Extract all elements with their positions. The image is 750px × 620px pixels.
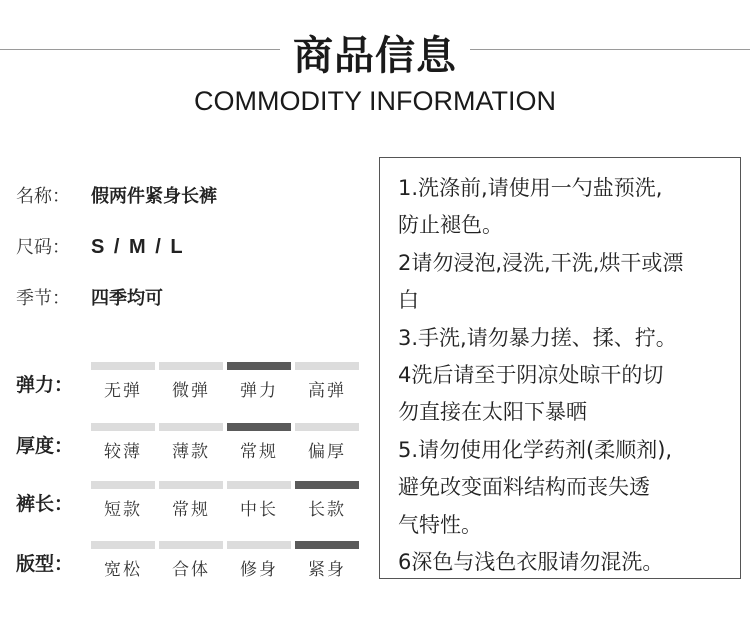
attr-option-label: 合体 bbox=[172, 560, 210, 580]
attr-option bbox=[159, 423, 223, 463]
attr-option bbox=[227, 362, 291, 402]
attr-option-label: 紧身 bbox=[308, 560, 346, 580]
attr-option bbox=[159, 481, 223, 521]
size-label: 尺码： bbox=[16, 237, 70, 258]
info-row-size bbox=[16, 233, 185, 259]
care-line: 3.手洗,请勿暴力搓、揉、拧。 bbox=[398, 325, 677, 350]
attr-option-label: 较薄 bbox=[104, 442, 142, 462]
attr-bar bbox=[227, 362, 291, 370]
attr-bar bbox=[159, 541, 223, 549]
attr-bar bbox=[91, 362, 155, 370]
care-line: 防止褪色。 bbox=[398, 213, 503, 238]
care-line: 6深色与浅色衣服请勿混洗。 bbox=[398, 550, 664, 575]
page-title: 商品信息 bbox=[293, 33, 457, 79]
attr-option-label: 薄款 bbox=[172, 442, 210, 462]
attr-bar bbox=[159, 423, 223, 431]
season-label: 季节： bbox=[16, 288, 70, 309]
attr-option-label: 无弹 bbox=[104, 381, 142, 401]
attr-option bbox=[295, 481, 359, 521]
attr-bar bbox=[295, 541, 359, 549]
care-instructions-box bbox=[379, 157, 741, 579]
attr-option-label: 微弹 bbox=[172, 381, 210, 401]
care-line: 1.洗涤前,请使用一勺盐预洗, bbox=[398, 176, 663, 200]
care-line: 5.请勿使用化学药剂(柔顺剂), bbox=[398, 437, 673, 462]
name-label: 名称： bbox=[16, 186, 70, 207]
season-value: 四季均可 bbox=[91, 288, 163, 309]
attr-bar bbox=[159, 362, 223, 370]
care-line: 白 bbox=[398, 288, 419, 313]
attr-bar bbox=[227, 423, 291, 431]
care-line: 气特性。 bbox=[398, 512, 482, 537]
attr-bar bbox=[295, 423, 359, 431]
attr-bar bbox=[159, 481, 223, 489]
attr-label: 弹力： bbox=[16, 374, 74, 396]
attr-option bbox=[295, 362, 359, 402]
attr-option-label: 常规 bbox=[240, 442, 278, 462]
attr-option bbox=[91, 423, 155, 463]
size-value: S / M / L bbox=[91, 236, 185, 258]
attr-option-label: 宽松 bbox=[104, 560, 142, 580]
attr-option-label: 弹力 bbox=[240, 381, 278, 401]
attr-bar bbox=[295, 481, 359, 489]
attr-bar bbox=[227, 541, 291, 549]
attr-option-label: 高弹 bbox=[308, 381, 346, 401]
attr-option-label: 修身 bbox=[240, 560, 278, 580]
header-divider-right bbox=[470, 49, 750, 50]
attr-label: 厚度： bbox=[16, 435, 74, 457]
attr-bar bbox=[227, 481, 291, 489]
attr-option-label: 中长 bbox=[240, 500, 278, 520]
header-divider-left bbox=[0, 49, 280, 50]
name-value: 假两件紧身长裤 bbox=[91, 186, 217, 207]
page-subtitle: COMMODITY INFORMATION bbox=[194, 86, 556, 116]
info-row-name bbox=[16, 182, 217, 208]
care-line: 4洗后请至于阴凉处晾干的切 bbox=[398, 363, 664, 388]
attr-bar bbox=[91, 541, 155, 549]
attr-option bbox=[159, 541, 223, 581]
attr-bar bbox=[91, 423, 155, 431]
attr-label: 裤长： bbox=[16, 493, 74, 515]
care-line: 2请勿浸泡,浸洗,干洗,烘干或漂 bbox=[398, 250, 684, 275]
attr-option bbox=[295, 423, 359, 463]
attr-label: 版型： bbox=[16, 553, 74, 575]
attr-option-label: 常规 bbox=[172, 500, 210, 520]
attr-option bbox=[91, 541, 155, 581]
attr-option-label: 长款 bbox=[308, 500, 346, 520]
attr-option bbox=[159, 362, 223, 402]
attr-bar bbox=[91, 481, 155, 489]
attr-option bbox=[91, 481, 155, 521]
attr-bar bbox=[295, 362, 359, 370]
info-row-season bbox=[16, 284, 163, 310]
care-line: 避免改变面料结构而丧失透 bbox=[398, 475, 650, 500]
attr-option bbox=[227, 423, 291, 463]
attr-option bbox=[227, 481, 291, 521]
attr-option bbox=[227, 541, 291, 581]
attr-option bbox=[295, 541, 359, 581]
attr-option bbox=[91, 362, 155, 402]
attr-option-label: 偏厚 bbox=[308, 442, 346, 462]
attr-option-label: 短款 bbox=[104, 500, 142, 520]
care-line: 勿直接在太阳下暴晒 bbox=[398, 400, 587, 425]
